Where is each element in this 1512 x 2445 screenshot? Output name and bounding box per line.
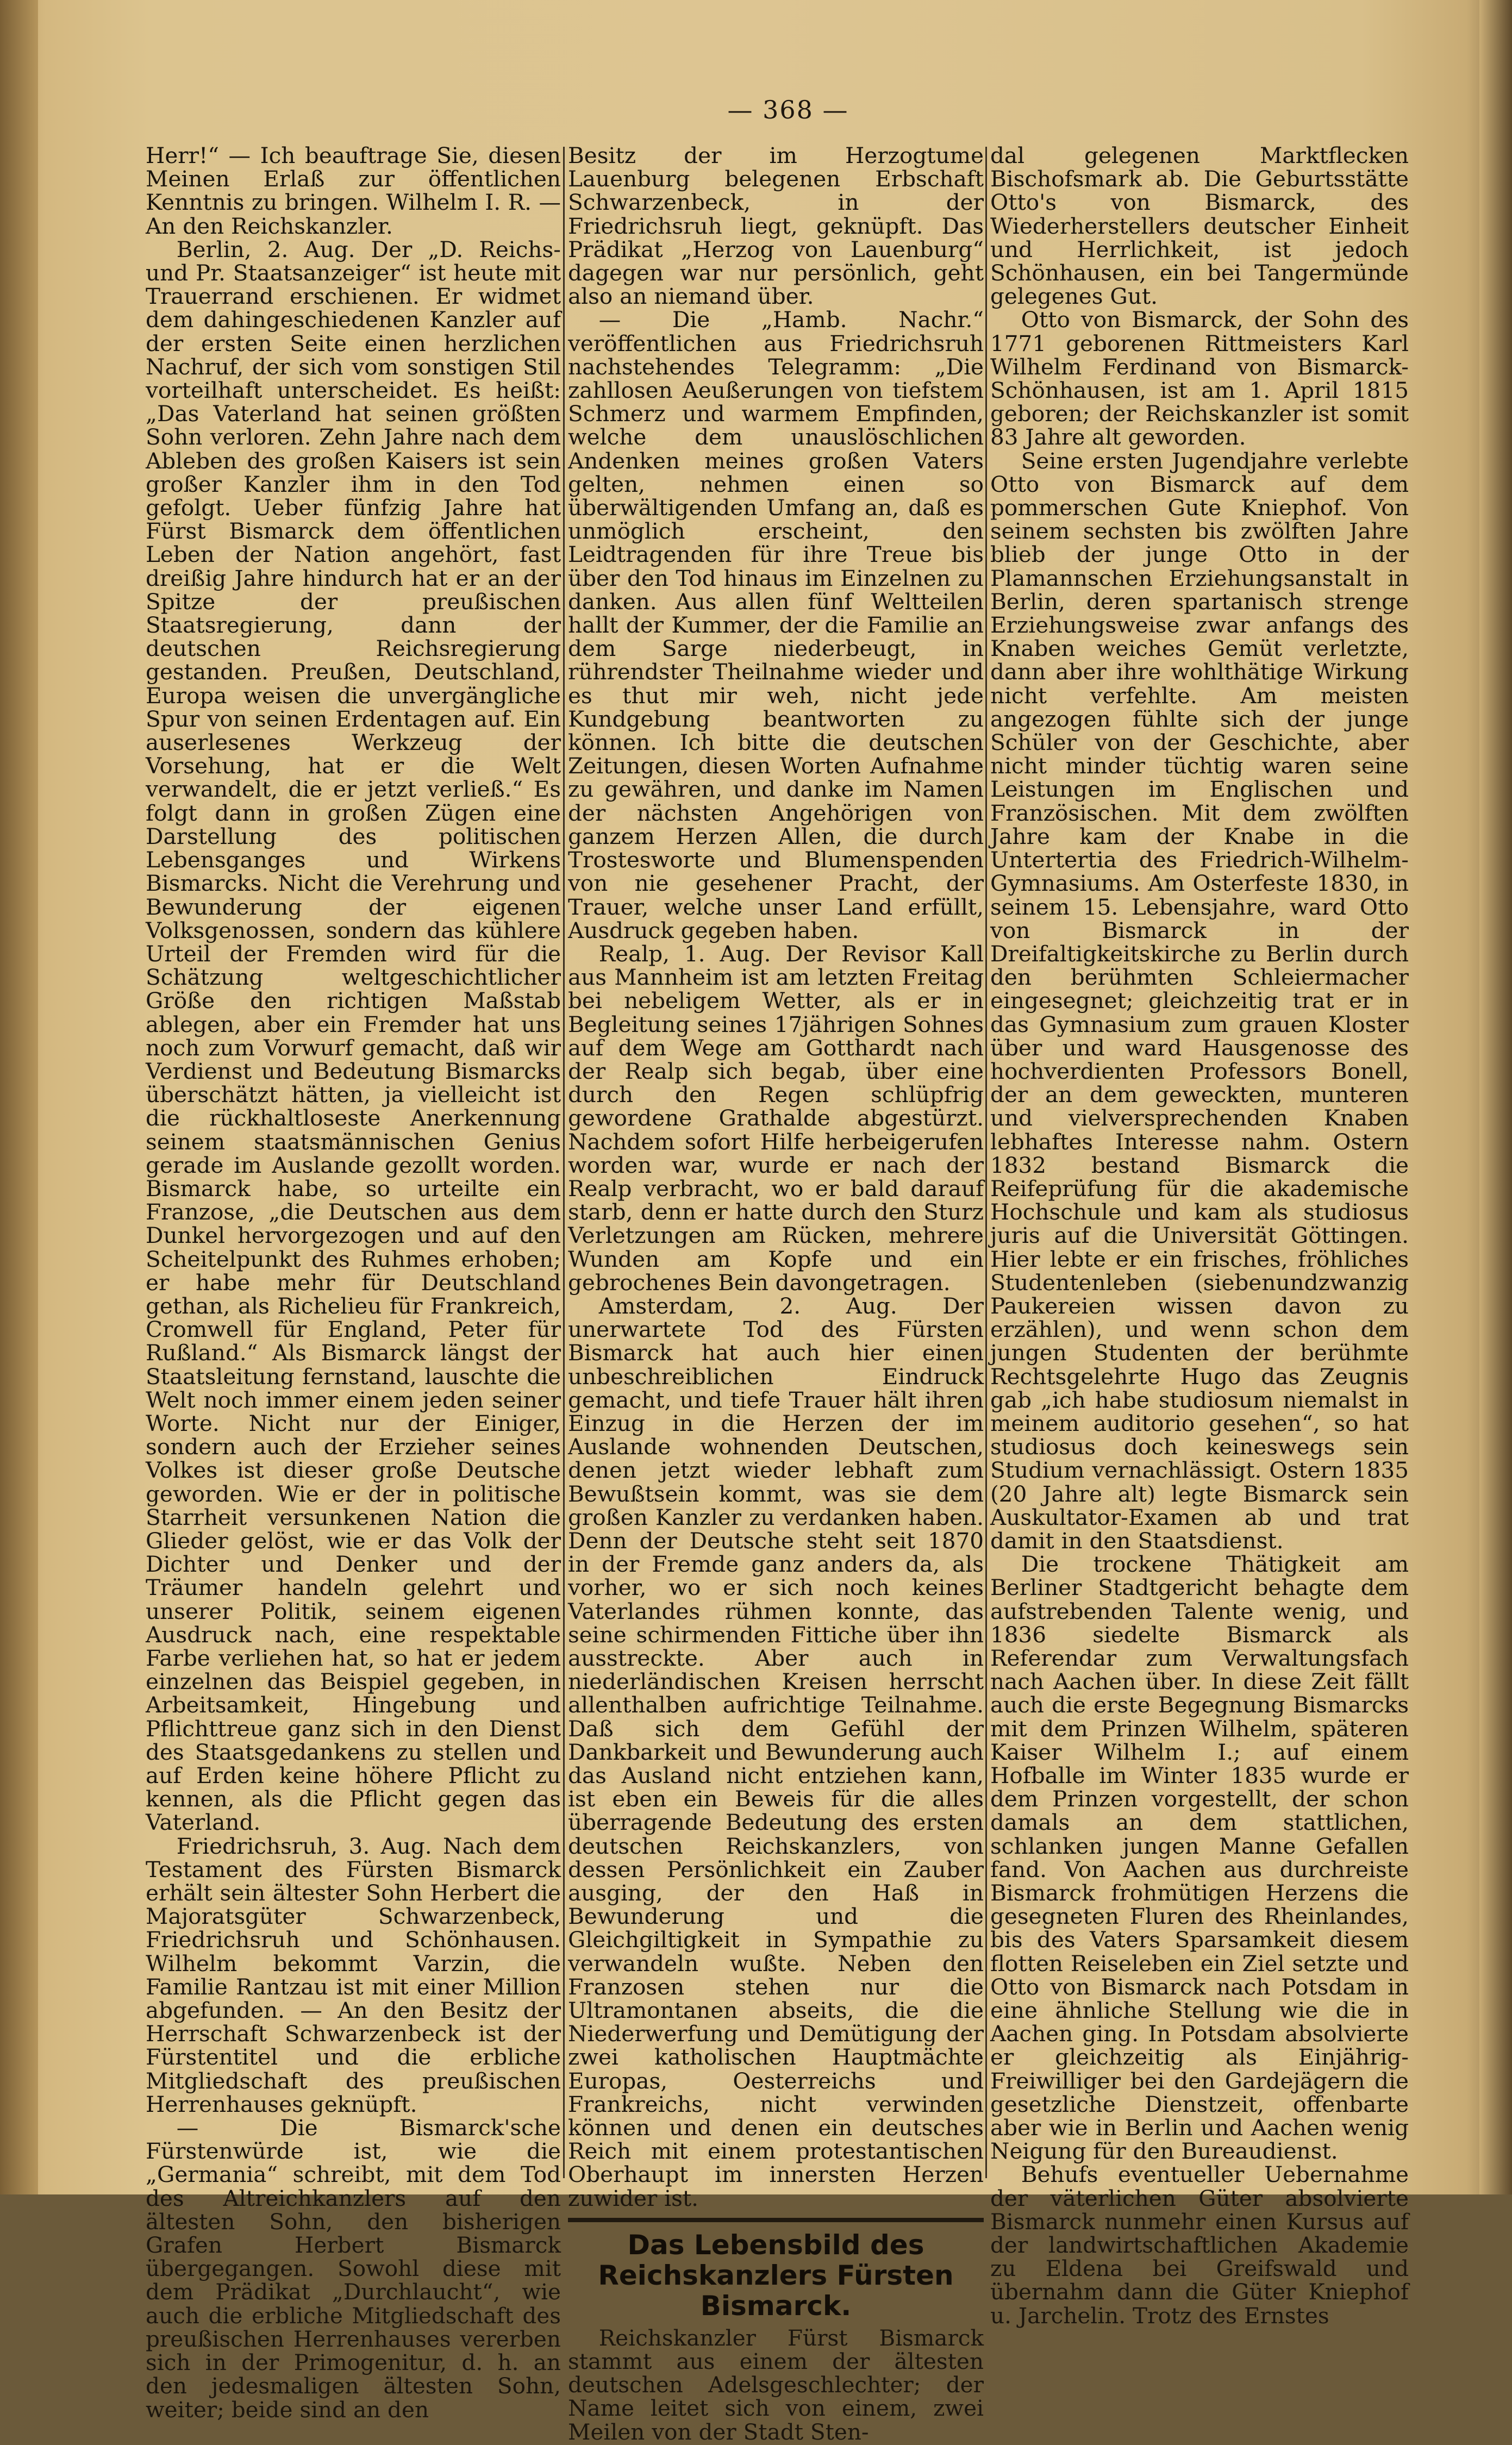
paragraph: Die trockene Thätigkeit am Berliner Stadtgericht behagte dem aufstrebenden Talente wenig, und 1836 siedelte Bismarck als Referendar zum Verwaltungsfach nach Aachen über. In diese Zeit fällt auch die erste Begegnung Bismarcks mit dem Prinzen Wilhelm, späteren Kaiser Wilhelm I.; auf einem Hofballe im Winter 1835 wurde er dem Prinzen vorgestellt, der schon damals an dem stattlichen, schlanken jungen Manne Gefallen fand. Von Aachen aus durchreiste Bismarck frohmütigen Herzens die gesegneten Fluren des Rheinlandes, bis des Vaters Sparsamkeit diesem flotten Reiseleben ein Ziel setzte und Otto von Bismarck nach Potsdam in eine ähnliche Stellung wie die in Aachen ging. In Potsdam absolvierte er gleichzeitig als Einjährig-Freiwilliger bei den Gardejägern die gesetzliche Dienstzeit, offenbarte aber wie in Berlin und Aachen wenig Neigung für den Bureaudienst. (990, 1551, 1409, 2165)
paragraph: dal gelegenen Marktflecken Bischofsmark ab. Die Geburtsstätte Otto's von Bismarck, des Wiederherstellers deutscher Einheit und Herrlichkeit, ist jedoch Schönhausen, ein bei Tangermünde gelegenes Gut. (990, 142, 1409, 310)
paragraph: Berlin, 2. Aug. Der „D. Reichs- und Pr. Staatsanzeiger“ ist heute mit Trauerrand erschienen. Er widmet dem dahingeschiedenen Kanzler auf der ersten Seite einen herzlichen Nachruf, der sich vom sonstigen Stil vorteilhaft unterscheidet. Es heißt: „Das Vaterland hat seinen größten Sohn verloren. Zehn Jahre nach dem Ableben des großen Kaisers ist sein großer Kanzler ihm in den Tod gefolgt. Ueber fünfzig Jahre hat Fürst Bismarck dem öffentlichen Leben der Nation angehört, fast dreißig Jahre hindurch hat er an der Spitze der preußischen Staatsregierung, dann der deutschen Reichsregierung gestanden. Preußen, Deutschland, Europa weisen die unvergängliche Spur von seinen Erdentagen auf. Ein auserlesenes Werkzeug der Vorsehung, hat er die Welt verwandelt, die er jetzt verließ.“ Es folgt dann in großen Zügen eine Darstellung des politischen Lebensganges und Wirkens Bismarcks. Nicht die Verehrung und Bewunderung der eigenen Volksgenossen, sondern das kühlere Urteil der Fremden wird für die Schätzung weltgeschichtlicher Größe den richtigen Maßstab ablegen, aber ein Fremder hat uns noch zum Vorwurf gemacht, daß wir Verdienst und Bedeutung Bismarcks überschätzt hätten, ja vielleicht ist die rückhaltloseste Anerkennung seinem staatsmännischen Genius gerade im Auslande gezollt worden. Bismarck habe, so urteilte ein Franzose, „die Deutschen aus dem Dunkel hervorgezogen und auf den Scheitelpunkt des Ruhmes erhoben; er habe mehr für Deutschland gethan, als Richelieu für Frankreich, Cromwell für England, Peter für Rußland.“ Als Bismarck längst der Staatsleitung fernstand, lauschte die Welt noch immer einem jeden seiner Worte. Nicht nur der Einiger, sondern auch der Erzieher seines Volkes ist dieser große Deutsche geworden. Wie er der in politische Starrheit versunkenen Nation die Glieder gelöst, wie er das Volk der Dichter und Denker und der Träumer handeln gelehrt und unserer Politik, seinem eigenen Ausdruck nach, eine respektable Farbe verliehen hat, so hat er jedem einzelnen das Beispiel gegeben, in Arbeitsamkeit, Hingebung und Pflichttreue ganz sich in den Dienst des Staatsgedankens zu stellen und auf Erden keine höhere Pflicht zu kennen, als die Pflicht gegen das Vaterland. (146, 236, 561, 1836)
page-number: — 368 — (727, 95, 849, 124)
page-edge-right (1479, 0, 1512, 2194)
column-rule-2 (985, 147, 987, 2178)
article-headline: Das Lebensbild des Reichskanzlers Fürsten Bismarck. (598, 2229, 954, 2322)
paragraph: Besitz der im Herzogtume Lauenburg belegenen Erbschaft Schwarzenbeck, in der Friedrichsruh liegt, geknüpft. Das Prädikat „Herzog von Lauenburg“ dagegen war nur persönlich, geht also an niemand über. (568, 142, 984, 310)
paragraph: Behufs eventueller Uebernahme der väterlichen Güter absolvierte Bismarck nunmehr einen Kursus auf der landwirtschaftlichen Akademie zu Eldena bei Greifswald und übernahm dann die Güter Kniephof u. Jarchelin. Trotz des Ernstes (990, 2161, 1409, 2329)
paragraph: Herr!“ — Ich beauftrage Sie, diesen Meinen Erlaß zur öffentlichen Kenntnis zu bringen. Wilhelm I. R. — An den Reichskanzler. (146, 142, 561, 239)
paragraph: — Die „Hamb. Nachr.“ veröffentlichen aus Friedrichsruh nachstehendes Telegramm: „Die zahllosen Aeußerungen von tiefstem Schmerz und warmem Empfinden, welche dem unauslöschlichen Andenken meines großen Vaters gelten, nehmen einen so überwältigenden Umfang an, daß es unmöglich erscheint, den Leidtragenden für ihre Treue bis über den Tod hinaus im Einzelnen zu danken. Aus allen fünf Weltteilen hallt der Kummer, der die Familie an dem Sarge niederbeugt, in rührendster Theilnahme wieder und es thut mir weh, nicht jede Kundgebung beantworten zu können. Ich bitte die deutschen Zeitungen, diesen Worten Aufnahme zu gewähren, und danke im Namen der nächsten Angehörigen von ganzem Herzen Allen, die durch Trostesworte und Blumenspenden von nie gesehener Pracht, der Trauer, welche unser Land erfüllt, Ausdruck gegeben haben. (568, 307, 984, 943)
paragraph: Friedrichsruh, 3. Aug. Nach dem Testament des Fürsten Bismarck erhält sein ältester Sohn Herbert die Majoratsgüter Schwarzenbeck, Friedrichsruh und Schönhausen. Wilhelm bekommt Varzin, die Familie Rantzau ist mit einer Million abgefunden. — An den Besitz der Herrschaft Schwarzenbeck ist der Fürstentitel und die erbliche Mitgliedschaft des preußischen Herrenhauses geknüpft. (146, 1833, 561, 2117)
paragraph: — Die Bismarck'sche Fürstenwürde ist, wie die „Germania“ schreibt, mit dem Tod des Altreichkanzlers auf den ältesten Sohn, den bisherigen Grafen Herbert Bismarck übergegangen. Sowohl diese mit dem Prädikat „Durchlaucht“, wie auch die erbliche Mitgliedschaft des preußischen Herrenhauses vererben sich in der Primogenitur, d. h. an den jedesmaligen ältesten Sohn, weiter; beide sind an den (146, 2115, 561, 2423)
paragraph: Realp, 1. Aug. Der Revisor Kall aus Mannheim ist am letzten Freitag bei nebeligem Wetter, als er in Begleitung seines 17jährigen Sohnes auf dem Wege am Gotthardt nach der Realp sich begab, über eine durch den Regen schlüpfrig gewordene Grathalde abgestürzt. Nachdem sofort Hilfe herbeigerufen worden war, wurde er nach der Realp verbracht, wo er bald darauf starb, denn er hatte durch den Sturz Verletzungen am Rücken, mehrere Wunden am Kopfe und ein gebrochenes Bein davongetragen. (568, 940, 984, 1296)
column-3 (990, 142, 1409, 2329)
article-first-paragraph: Reichskanzler Fürst Bismarck stammt aus einem der ältesten deutschen Adelsgeschlechter; der Name leitet sich von einem, zwei Meilen von der Stadt Sten- (568, 2324, 984, 2445)
article-header (568, 2218, 984, 2321)
column-rule-1 (563, 147, 565, 2178)
paragraph: Amsterdam, 2. Aug. Der unerwartete Tod des Fürsten Bismarck hat auch hier einen unbeschreiblichen Eindruck gemacht, und tiefe Trauer hält ihren Einzug in die Herzen der im Auslande wohnenden Deutschen, denen jetzt wieder lebhaft zum Bewußtsein kommt, was sie dem großen Kanzler zu verdanken haben. Denn der Deutsche steht seit 1870 in der Fremde ganz anders da, als vorher, wo er sich noch keines Vaterlandes rühmen konnte, das seine schirmenden Fittiche über ihn ausstreckte. Aber auch in niederländischen Kreisen herrscht allenthalben aufrichtige Teilnahme. Daß sich dem Gefühl der Dankbarkeit und Bewunderung auch das Ausland nicht entziehen kann, ist eben ein Beweis für die alles überragende Bedeutung des ersten deutschen Reichskanzlers, von dessen Persönlichkeit ein Zauber ausging, der den Haß in Bewunderung und die Gleichgiltigkeit in Sympathie zu verwandeln wußte. Neben den Franzosen stehen nur die Ultramontanen abseits, die die Niederwerfung und Demütigung der zwei katholischen Hauptmächte Europas, Oesterreichs und Frankreichs, nicht verwinden können und denen ein deutsches Reich mit einem protestantischen Oberhaupt im innersten Herzen zuwider ist. (568, 1292, 984, 2211)
paragraph: Seine ersten Jugendjahre verlebte Otto von Bismarck auf dem pommerschen Gute Kniephof. Von seinem sechsten bis zwölften Jahre blieb der junge Otto in der Plamannschen Erziehungsanstalt in Berlin, deren spartanisch strenge Erziehungsweise zwar anfangs des Knaben weiches Gemüt verletzte, dann aber ihre wohlthätige Wirkung nicht verfehlte. Am meisten angezogen fühlte sich der junge Schüler von der Geschichte, aber nicht minder tüchtig waren seine Leistungen im Englischen und Französischen. Mit dem zwölften Jahre kam der Knabe in die Untertertia des Friedrich-Wilhelm-Gymnasiums. Am Osterfeste 1830, in seinem 15. Lebensjahre, ward Otto von Bismarck in der Dreifaltigkeitskirche zu Berlin durch den berühmten Schleiermacher eingesegnet; gleichzeitig trat er in das Gymnasium zum grauen Kloster über und ward Hausgenosse des hochverdienten Professors Bonell, der an dem geweckten, munteren und vielversprechenden Knaben lebhaftes Interesse nahm. Ostern 1832 bestand Bismarck die Reifeprüfung für die akademische Hochschule und kam als studiosus juris auf die Universität Göttingen. Hier lebte er ein frisches, fröhliches Studentenleben (siebenundzwanzig Paukereien wissen davon zu erzählen), und wenn schon dem jungen Studenten der berühmte Rechtsgelehrte Hugo das Zeugnis gab „ich habe studiosum niemalst in meinem auditorio gesehen“, so hat studiosus doch keineswegs sein Studium vernachlässigt. Ostern 1835 (20 Jahre alt) legte Bismarck sein Auskultator-Examen ab und trat damit in den Staatsdienst. (990, 447, 1409, 1554)
paragraph: Otto von Bismarck, der Sohn des 1771 geborenen Rittmeisters Karl Wilhelm Ferdinand von Bismarck-Schönhausen, ist am 1. April 1815 geboren; der Reichskanzler ist somit 83 Jahre alt geworden. (990, 307, 1409, 451)
column-1 (146, 142, 561, 2423)
page-gutter-left (0, 0, 38, 2194)
column-2 (568, 142, 984, 2445)
